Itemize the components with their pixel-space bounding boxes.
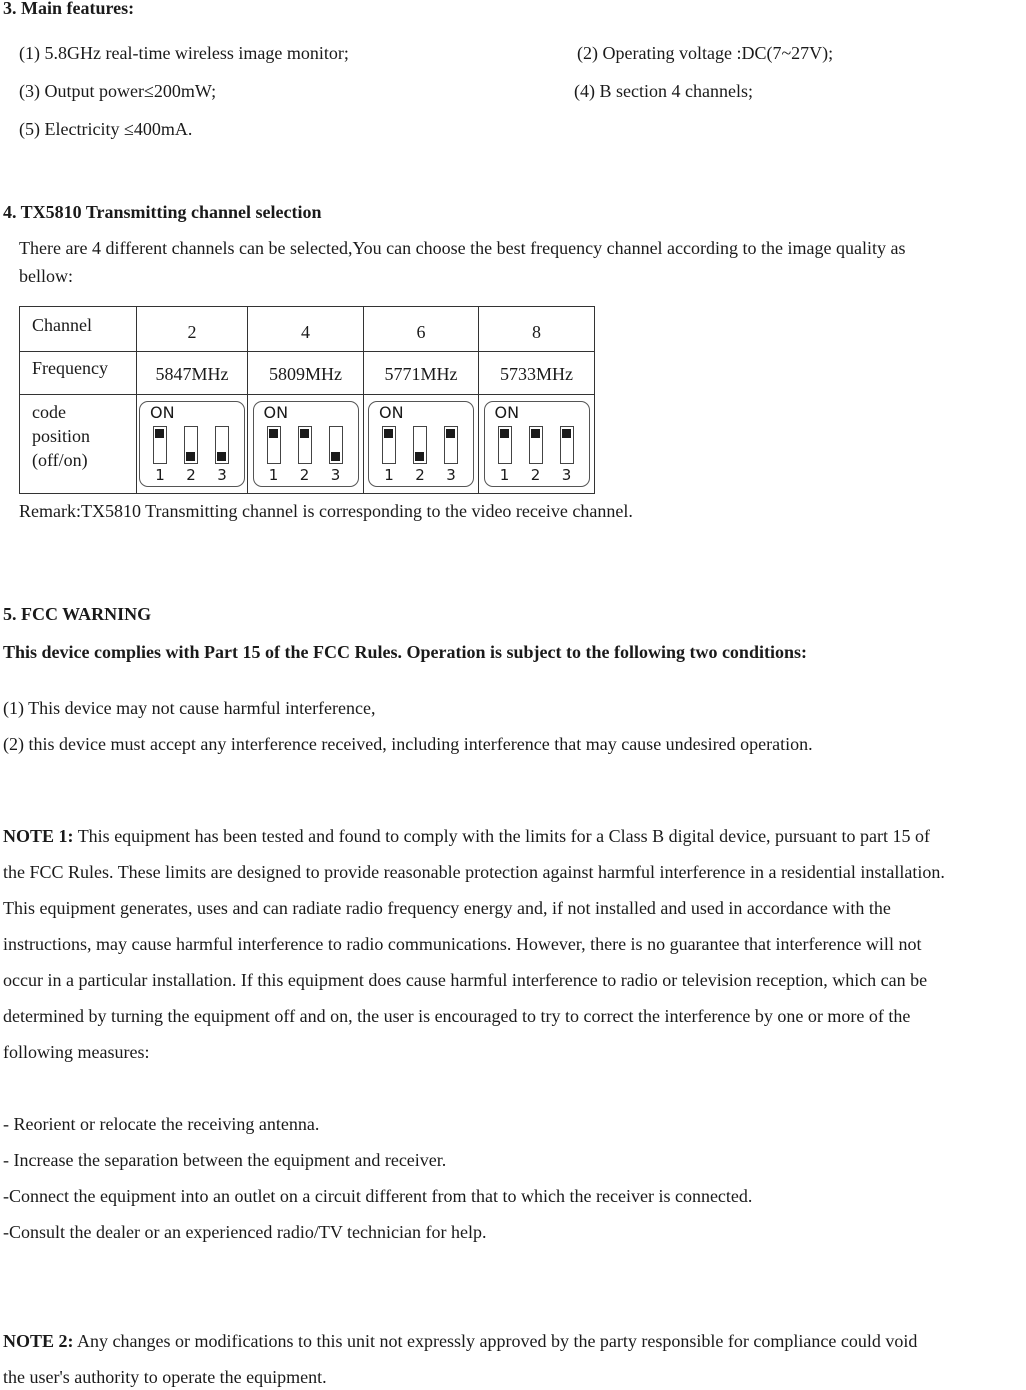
measure-item: - Reorient or relocate the receiving antenna. — [3, 1114, 320, 1134]
table-row — [20, 352, 595, 395]
note-1-line: the FCC Rules. These limits are designed to provide reasonable protection against harmful interference in a residential installation. — [3, 862, 945, 882]
channel-cell: 4 — [248, 307, 364, 352]
dip-on-label: ON — [494, 403, 520, 422]
dip-toggle-knob — [269, 429, 278, 438]
dip-switch-cell — [248, 395, 364, 494]
dip-toggle — [267, 426, 281, 464]
note-2-text: Any changes or modifications to this unit not expressly approved by the party responsible for compliance could void — [73, 1331, 918, 1351]
note-1-line: occur in a particular installation. If this equipment does cause harmful interference to radio or television reception, which can be — [3, 970, 928, 990]
dip-toggle — [298, 426, 312, 464]
dip-toggle — [329, 426, 343, 464]
dip-switch — [139, 401, 245, 487]
dip-on-label: ON — [263, 403, 289, 422]
fcc-condition: (1) This device may not cause harmful interference, — [3, 698, 376, 718]
section-4-intro-line: bellow: — [19, 266, 73, 286]
measure-item: -Consult the dealer or an experienced radio/TV technician for help. — [3, 1222, 487, 1242]
feature-item: (2) Operating voltage :DC(7~27V); — [577, 43, 834, 63]
dip-switch — [253, 401, 359, 487]
dip-toggle-knob — [562, 429, 571, 438]
note-1-label: NOTE 1: — [3, 826, 74, 846]
note-1-line: instructions, may cause harmful interference to radio communications. However, there is no guarantee that interference will not — [3, 934, 922, 954]
feature-item: (4) B section 4 channels; — [574, 81, 753, 101]
section-5-heading: 5. FCC WARNING — [3, 604, 152, 624]
table-row — [20, 307, 595, 352]
dip-toggle-knob — [531, 429, 540, 438]
note-1-text: This equipment has been tested and found to comply with the limits for a Class B digital device, pursuant to part 15 of — [73, 826, 931, 846]
dip-switch-cell — [479, 395, 595, 494]
dip-toggle-knob — [500, 429, 509, 438]
note-1-line: following measures: — [3, 1042, 150, 1062]
dip-switch — [368, 401, 474, 487]
frequency-cell: 5809MHz — [248, 352, 364, 395]
channel-cell: 8 — [479, 307, 595, 352]
dip-switch-number: 1 — [499, 466, 510, 484]
dip-toggle — [382, 426, 396, 464]
dip-toggle-knob — [415, 452, 424, 461]
dip-toggle — [413, 426, 427, 464]
dip-toggle — [444, 426, 458, 464]
dip-on-label: ON — [150, 403, 175, 422]
feature-item: (5) Electricity ≤400mA. — [19, 119, 193, 139]
dip-toggle — [498, 426, 512, 464]
fcc-condition: (2) this device must accept any interference received, including interference that may cause undesired operation. — [3, 734, 813, 754]
dip-toggle-knob — [446, 429, 455, 438]
dip-switch-number: 1 — [384, 466, 394, 484]
dip-toggle-knob — [384, 429, 393, 438]
dip-toggle — [529, 426, 543, 464]
dip-switch-number: 3 — [561, 466, 572, 484]
dip-switch-cell — [137, 395, 248, 494]
row-label-frequency: Frequency — [20, 352, 137, 395]
dip-toggle — [153, 426, 167, 464]
dip-toggle — [560, 426, 574, 464]
note-1-line — [3, 826, 930, 847]
dip-toggle — [184, 426, 198, 464]
note-1-line: This equipment generates, uses and can radiate radio frequency energy and, if not installed and used in accordance with the — [3, 898, 891, 918]
fcc-statement: This device complies with Part 15 of the FCC Rules. Operation is subject to the following two conditions: — [3, 642, 807, 662]
dip-switch — [484, 401, 590, 487]
dip-toggle — [215, 426, 229, 464]
note-2-line — [3, 1331, 917, 1352]
measure-item: - Increase the separation between the equipment and receiver. — [3, 1150, 447, 1170]
feature-item: (1) 5.8GHz real-time wireless image monitor; — [19, 43, 349, 63]
frequency-cell: 5733MHz — [479, 352, 595, 395]
section-4-heading: 4. TX5810 Transmitting channel selection — [3, 202, 322, 222]
frequency-cell: 5771MHz — [364, 352, 479, 395]
note-2-line: the user's authority to operate the equipment. — [3, 1367, 327, 1387]
dip-switch-number: 3 — [217, 466, 227, 484]
channel-cell: 6 — [364, 307, 479, 352]
dip-toggle-knob — [331, 452, 340, 461]
channel-cell: 2 — [137, 307, 248, 352]
row-label-line: position — [32, 426, 91, 446]
dip-switch-number: 3 — [330, 466, 341, 484]
dip-switch-number: 2 — [415, 466, 425, 484]
section-3-heading: 3. Main features: — [3, 0, 135, 18]
dip-switch-number: 3 — [446, 466, 456, 484]
dip-toggle-knob — [217, 452, 226, 461]
table-row — [20, 395, 595, 494]
feature-item: (3) Output power≤200mW; — [19, 81, 217, 101]
dip-switch-number: 1 — [268, 466, 279, 484]
dip-switch-number: 2 — [299, 466, 310, 484]
row-label-line: (off/on) — [32, 450, 88, 470]
row-label-channel: Channel — [20, 307, 137, 352]
frequency-cell: 5847MHz — [137, 352, 248, 395]
row-label-line: code — [32, 402, 66, 422]
note-1-line: determined by turning the equipment off and on, the user is encouraged to try to correct the interference by one or more of the — [3, 1006, 911, 1026]
dip-toggle-knob — [155, 429, 164, 438]
dip-toggle-knob — [186, 452, 195, 461]
dip-switch-number: 2 — [530, 466, 541, 484]
section-4-intro-line: There are 4 different channels can be selected,You can choose the best frequency channel according to the image quality as — [19, 238, 906, 258]
channel-table — [19, 306, 595, 494]
row-label-code-position — [20, 395, 137, 494]
dip-toggle-knob — [300, 429, 309, 438]
dip-switch-number: 1 — [155, 466, 165, 484]
dip-switch-cell — [364, 395, 479, 494]
note-2-label: NOTE 2: — [3, 1331, 74, 1351]
measure-item: -Connect the equipment into an outlet on a circuit different from that to which the receiver is connected. — [3, 1186, 753, 1206]
dip-on-label: ON — [379, 403, 404, 422]
section-4-remark: Remark:TX5810 Transmitting channel is corresponding to the video receive channel. — [19, 501, 633, 521]
dip-switch-number: 2 — [186, 466, 196, 484]
